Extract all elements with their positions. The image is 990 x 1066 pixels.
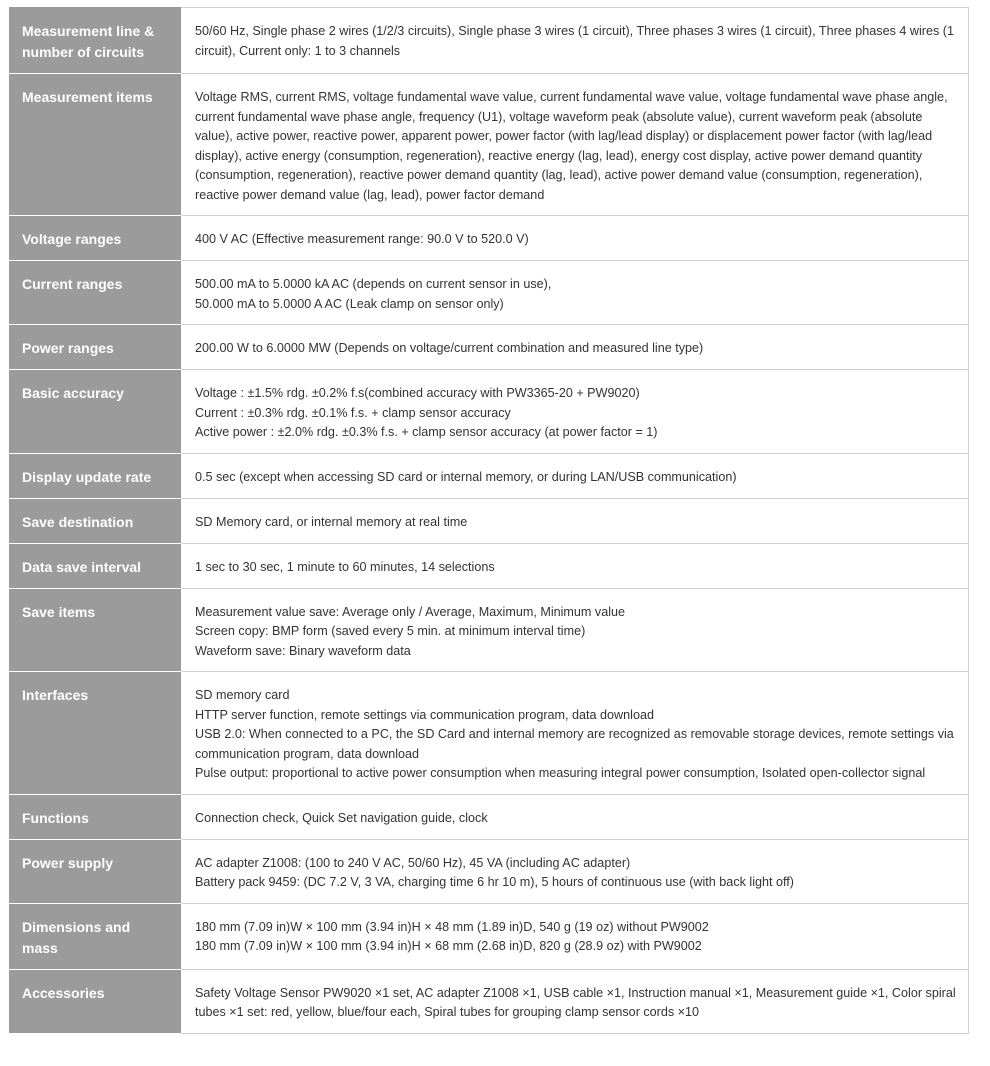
spec-value-line: SD Memory card, or internal memory at real time bbox=[195, 514, 468, 529]
spec-value bbox=[181, 216, 969, 261]
spec-row bbox=[9, 74, 969, 216]
spec-value-line: Pulse output: proportional to active power consumption when measuring integral power consumption, Isolated open-collector signal bbox=[195, 766, 926, 780]
spec-value-line: 0.5 sec (except when accessing SD card or internal memory, or during LAN/USB communication) bbox=[195, 469, 737, 484]
spec-row bbox=[9, 370, 969, 454]
spec-label: Current ranges bbox=[9, 261, 181, 325]
spec-value bbox=[181, 794, 969, 839]
spec-label: Dimensions and mass bbox=[9, 903, 181, 969]
spec-label: Functions bbox=[9, 794, 181, 839]
spec-value-line: Voltage RMS, current RMS, voltage fundamental wave value, current fundamental wave value, voltage fundamental wave phase angle, current fundamental wave phase angle, frequency (U1), voltage waveform peak (absolute value), current waveform peak (absolute value), active power, reactive power, apparent power, power factor (with lag/lead display) or displacement power factor (with lag/lead display), active energy (consumption, regeneration), reactive energy (lag, lead), energy cost display, active power demand quantity (consumption, regeneration), reactive power demand quantity (lag, lead), active power demand value (consumption, regeneration), reactive power demand value (lag, lead), power factor demand bbox=[195, 90, 948, 202]
spec-value-line: 1 sec to 30 sec, 1 minute to 60 minutes, 14 selections bbox=[195, 559, 495, 574]
spec-label: Accessories bbox=[9, 969, 181, 1033]
spec-value-line: 400 V AC (Effective measurement range: 90.0 V to 520.0 V) bbox=[195, 232, 529, 246]
spec-label: Power ranges bbox=[9, 325, 181, 370]
spec-value-line: 200.00 W to 6.0000 MW (Depends on voltage/current combination and measured line type) bbox=[195, 341, 704, 355]
spec-value-line: Screen copy: BMP form (saved every 5 min. at minimum interval time) bbox=[195, 624, 586, 638]
spec-value bbox=[181, 325, 969, 370]
spec-row bbox=[9, 261, 969, 325]
spec-row bbox=[9, 498, 969, 543]
spec-value bbox=[181, 8, 969, 74]
spec-table-body bbox=[9, 8, 969, 1034]
spec-label: Measurement line & number of circuits bbox=[9, 8, 181, 74]
spec-label: Save items bbox=[9, 588, 181, 672]
spec-table bbox=[9, 7, 969, 1034]
spec-row bbox=[9, 325, 969, 370]
spec-value bbox=[181, 261, 969, 325]
spec-value-line: AC adapter Z1008: (100 to 240 V AC, 50/60 Hz), 45 VA (including AC adapter) bbox=[195, 855, 631, 870]
spec-row bbox=[9, 839, 969, 903]
spec-value bbox=[181, 453, 969, 498]
spec-row bbox=[9, 969, 969, 1033]
spec-value-line: USB 2.0: When connected to a PC, the SD Card and internal memory are recognized as removable storage devices, remote settings via communication program, data download bbox=[195, 727, 954, 761]
spec-label: Power supply bbox=[9, 839, 181, 903]
spec-value-line: HTTP server function, remote settings via communication program, data download bbox=[195, 707, 654, 722]
spec-value-line: Connection check, Quick Set navigation guide, clock bbox=[195, 810, 488, 825]
spec-value bbox=[181, 370, 969, 454]
spec-value bbox=[181, 672, 969, 795]
spec-row bbox=[9, 8, 969, 74]
spec-label: Data save interval bbox=[9, 543, 181, 588]
spec-value-line: 500.00 mA to 5.0000 kA AC (depends on current sensor in use), bbox=[195, 277, 552, 291]
spec-value-line: Safety Voltage Sensor PW9020 ×1 set, AC adapter Z1008 ×1, USB cable ×1, Instruction manual ×1, Measurement guide ×1, Color spiral tubes ×1 set: red, yellow, blue/four each, Spiral tubes for grouping clamp sensor cords ×10 bbox=[195, 985, 956, 1019]
spec-row bbox=[9, 588, 969, 672]
spec-row bbox=[9, 794, 969, 839]
spec-value-line: 50.000 mA to 5.0000 A AC (Leak clamp on sensor only) bbox=[195, 296, 504, 311]
spec-value-line: 180 mm (7.09 in)W × 100 mm (3.94 in)H × 48 mm (1.89 in)D, 540 g (19 oz) without PW9002 bbox=[195, 919, 709, 934]
spec-label: Voltage ranges bbox=[9, 216, 181, 261]
spec-value bbox=[181, 903, 969, 969]
spec-value-line: Battery pack 9459: (DC 7.2 V, 3 VA, charging time 6 hr 10 m), 5 hours of continuous use (with back light off) bbox=[195, 875, 794, 889]
spec-value bbox=[181, 588, 969, 672]
spec-value-line: Measurement value save: Average only / Average, Maximum, Minimum value bbox=[195, 604, 626, 619]
spec-row bbox=[9, 903, 969, 969]
spec-value-line: Current : ±0.3% rdg. ±0.1% f.s. + clamp sensor accuracy bbox=[195, 405, 511, 420]
spec-value bbox=[181, 498, 969, 543]
spec-value-line: Waveform save: Binary waveform data bbox=[195, 643, 411, 658]
spec-label: Display update rate bbox=[9, 453, 181, 498]
spec-label: Basic accuracy bbox=[9, 370, 181, 454]
spec-label: Interfaces bbox=[9, 672, 181, 795]
spec-row bbox=[9, 453, 969, 498]
spec-row bbox=[9, 543, 969, 588]
spec-value-line: Active power : ±2.0% rdg. ±0.3% f.s. + clamp sensor accuracy (at power factor = 1) bbox=[195, 425, 658, 439]
spec-value bbox=[181, 74, 969, 216]
spec-value bbox=[181, 969, 969, 1033]
spec-value-line: Voltage : ±1.5% rdg. ±0.2% f.s(combined accuracy with PW3365-20 + PW9020) bbox=[195, 386, 640, 400]
spec-value bbox=[181, 543, 969, 588]
spec-value-line: 180 mm (7.09 in)W × 100 mm (3.94 in)H × 68 mm (2.68 in)D, 820 g (28.9 oz) with PW9002 bbox=[195, 939, 702, 953]
spec-row bbox=[9, 672, 969, 795]
spec-value-line: SD memory card bbox=[195, 688, 290, 702]
spec-value bbox=[181, 839, 969, 903]
spec-row bbox=[9, 216, 969, 261]
spec-label: Measurement items bbox=[9, 74, 181, 216]
spec-label: Save destination bbox=[9, 498, 181, 543]
spec-value-line: 50/60 Hz, Single phase 2 wires (1/2/3 circuits), Single phase 3 wires (1 circuit), Three phases 3 wires (1 circuit), Three phases 4 wires (1 circuit), Current only: 1 to 3 channels bbox=[195, 24, 954, 58]
